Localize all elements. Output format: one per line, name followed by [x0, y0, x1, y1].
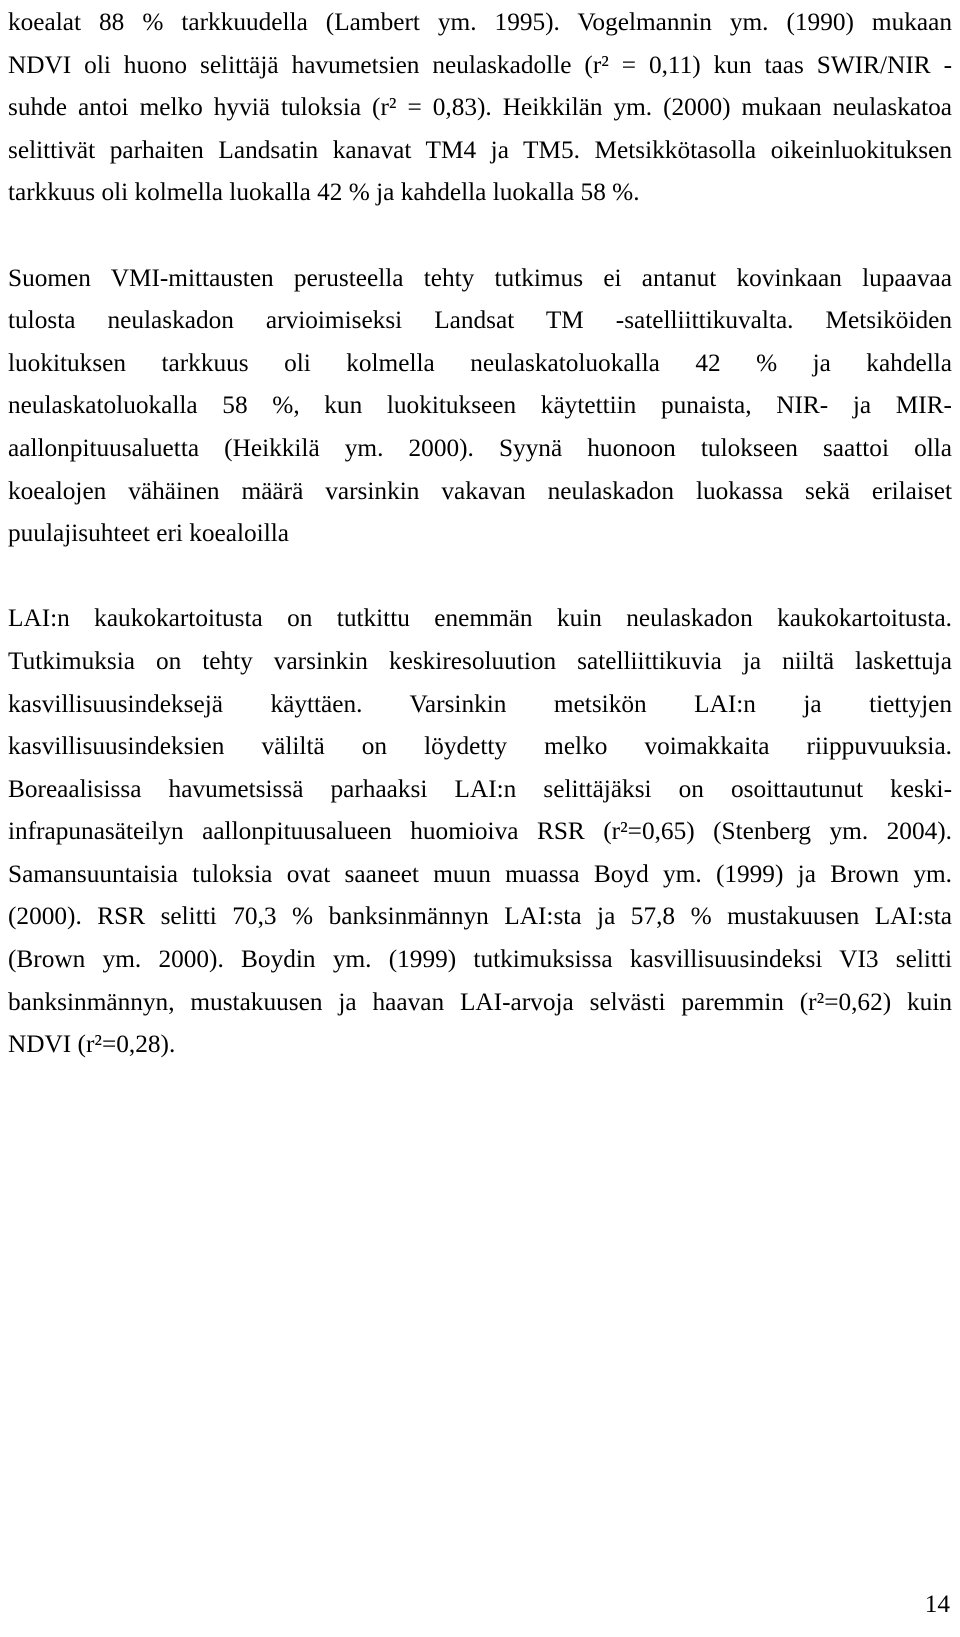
text-line: banksinmännyn, mustakuusen ja haavan LAI-arvoja selvästi paremmin (r²=0,62) kuin	[8, 987, 952, 1016]
body-text	[8, 0, 952, 1066]
text-line: Samansuuntaisia tuloksia ovat saaneet muun muassa Boyd ym. (1999) ja Brown ym.	[8, 859, 952, 888]
text-line: tulosta neulaskadon arvioimiseksi Landsat TM -satelliittikuvalta. Metsiköiden	[8, 306, 952, 335]
paragraph-3	[8, 597, 952, 1066]
text-line: aallonpituusaluetta (Heikkilä ym. 2000). Syynä huonoon tulokseen saattoi olla	[8, 433, 952, 462]
text-line: NDVI oli huono selittäjä havumetsien neulaskadolle (r² = 0,11) kun taas SWIR/NIR -	[8, 50, 952, 79]
text-line: kasvillisuusindeksejä käyttäen. Varsinkin metsikön LAI:n ja tiettyjen	[8, 689, 952, 718]
paragraph-2	[8, 257, 952, 555]
text-line: puulajisuhteet eri koealoilla	[8, 519, 289, 548]
text-line: NDVI (r²=0,28).	[8, 1030, 176, 1059]
paragraph-1	[8, 1, 952, 214]
text-line: infrapunasäteilyn aallonpituusalueen huomioiva RSR (r²=0,65) (Stenberg ym. 2004).	[8, 817, 952, 846]
text-line: (2000). RSR selitti 70,3 % banksinmännyn LAI:sta ja 57,8 % mustakuusen LAI:sta	[8, 902, 952, 931]
text-line: LAI:n kaukokartoitusta on tutkittu enemmän kuin neulaskadon kaukokartoitusta.	[8, 604, 952, 633]
text-line: tarkkuus oli kolmella luokalla 42 % ja kahdella luokalla 58 %.	[8, 178, 640, 207]
text-line: Suomen VMI-mittausten perusteella tehty tutkimus ei antanut kovinkaan lupaavaa	[8, 263, 952, 292]
text-line: koealojen vähäinen määrä varsinkin vakavan neulaskadon luokassa sekä erilaiset	[8, 476, 952, 505]
text-line: Boreaalisissa havumetsissä parhaaksi LAI:n selittäjäksi on osoittautunut keski-	[8, 774, 952, 803]
text-line: neulaskatoluokalla 58 %, kun luokitukseen käytettiin punaista, NIR- ja MIR-	[8, 391, 952, 420]
text-line: luokituksen tarkkuus oli kolmella neulaskatoluokalla 42 % ja kahdella	[8, 348, 952, 377]
text-line: suhde antoi melko hyviä tuloksia (r² = 0,83). Heikkilän ym. (2000) mukaan neulaskatoa	[8, 93, 952, 122]
text-line: selittivät parhaiten Landsatin kanavat TM4 ja TM5. Metsikkötasolla oikeinluokituksen	[8, 135, 952, 164]
text-line: koealat 88 % tarkkuudella (Lambert ym. 1995). Vogelmannin ym. (1990) mukaan	[8, 8, 952, 36]
text-line: Tutkimuksia on tehty varsinkin keskiresoluution satelliittikuvia ja niiltä laskettuja	[8, 646, 952, 675]
text-line: (Brown ym. 2000). Boydin ym. (1999) tutkimuksissa kasvillisuusindeksi VI3 selitti	[8, 945, 952, 974]
page-number: 14	[924, 1590, 950, 1618]
text-line: kasvillisuusindeksien väliltä on löydetty melko voimakkaita riippuvuuksia.	[8, 732, 952, 761]
